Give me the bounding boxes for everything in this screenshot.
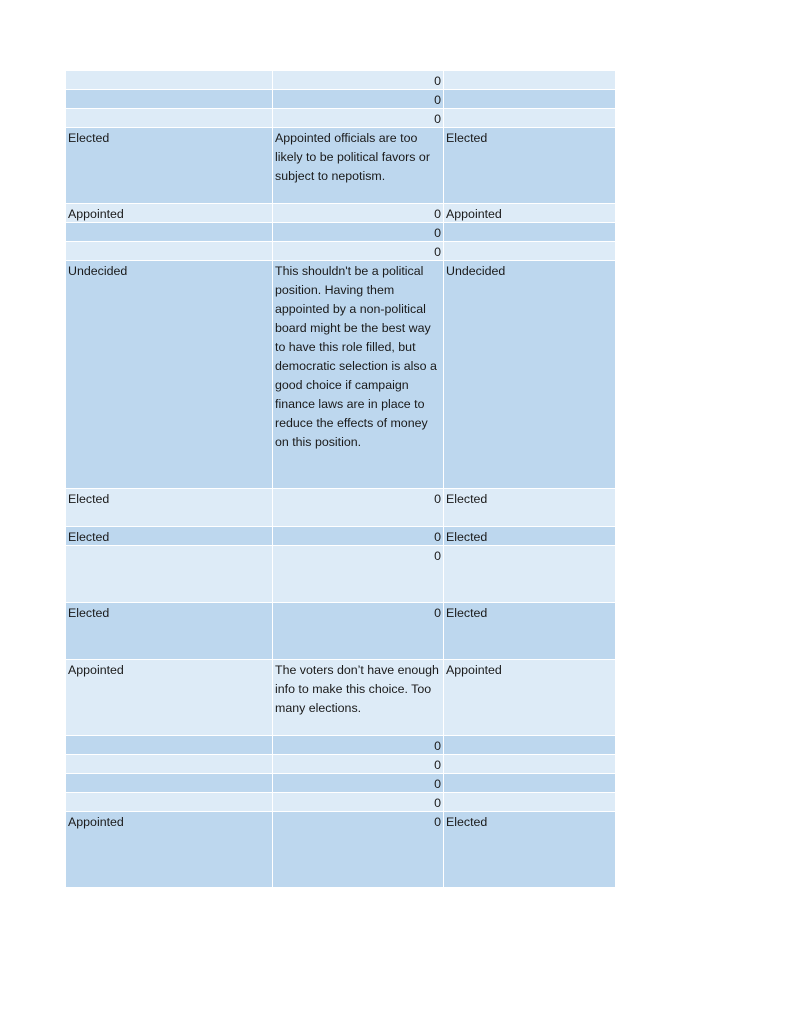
response-cell-repeat — [444, 242, 615, 261]
response-cell — [66, 242, 272, 261]
response-cell: Elected — [66, 603, 272, 660]
comment-cell: 0 — [273, 812, 443, 888]
response-cell: Appointed — [66, 204, 272, 223]
comment-cell: Appointed officials are too likely to be political favors or subject to nepotism. — [273, 128, 443, 204]
response-cell-repeat — [444, 90, 615, 109]
comment-cell: 0 — [273, 527, 443, 546]
response-cell-repeat: Elected — [444, 128, 615, 204]
comment-cell: 0 — [273, 793, 443, 812]
response-cell: Elected — [66, 128, 272, 204]
response-cell-repeat — [444, 109, 615, 128]
comment-cell: 0 — [273, 774, 443, 793]
response-cell: Appointed — [66, 660, 272, 736]
response-cell — [66, 109, 272, 128]
response-cell — [66, 736, 272, 755]
comment-cell: 0 — [273, 755, 443, 774]
comment-cell: 0 — [273, 204, 443, 223]
response-cell-repeat: Elected — [444, 603, 615, 660]
response-cell — [66, 90, 272, 109]
response-cell — [66, 71, 272, 90]
comment-cell: The voters don’t have enough info to make this choice. Too many elections. — [273, 660, 443, 736]
response-cell: Elected — [66, 489, 272, 527]
response-cell — [66, 755, 272, 774]
comment-cell: This shouldn't be a political position. Having them appointed by a non-political board might be the best way to have this role filled, but democratic selection is also a good choice if campaign finance laws are in place to reduce the effects of money on this position. — [273, 261, 443, 489]
response-cell-repeat — [444, 793, 615, 812]
response-cell-repeat — [444, 71, 615, 90]
comment-cell: 0 — [273, 90, 443, 109]
response-cell — [66, 793, 272, 812]
comment-cell: 0 — [273, 71, 443, 90]
response-cell-repeat — [444, 546, 615, 603]
response-cell-repeat — [444, 755, 615, 774]
response-cell-repeat: Appointed — [444, 204, 615, 223]
response-cell-repeat: Elected — [444, 812, 615, 888]
response-cell-repeat: Elected — [444, 527, 615, 546]
response-cell: Appointed — [66, 812, 272, 888]
comment-cell: 0 — [273, 736, 443, 755]
comment-cell: 0 — [273, 489, 443, 527]
comment-cell: 0 — [273, 546, 443, 603]
response-cell-repeat — [444, 736, 615, 755]
response-cell-repeat — [444, 774, 615, 793]
response-cell-repeat: Elected — [444, 489, 615, 527]
response-cell — [66, 774, 272, 793]
spreadsheet-table — [66, 71, 615, 888]
response-cell — [66, 223, 272, 242]
comment-cell: 0 — [273, 223, 443, 242]
response-cell-repeat — [444, 223, 615, 242]
comment-cell: 0 — [273, 242, 443, 261]
response-cell-repeat: Undecided — [444, 261, 615, 489]
response-cell: Undecided — [66, 261, 272, 489]
comment-cell: 0 — [273, 109, 443, 128]
response-cell: Elected — [66, 527, 272, 546]
response-cell-repeat: Appointed — [444, 660, 615, 736]
comment-cell: 0 — [273, 603, 443, 660]
response-cell — [66, 546, 272, 603]
